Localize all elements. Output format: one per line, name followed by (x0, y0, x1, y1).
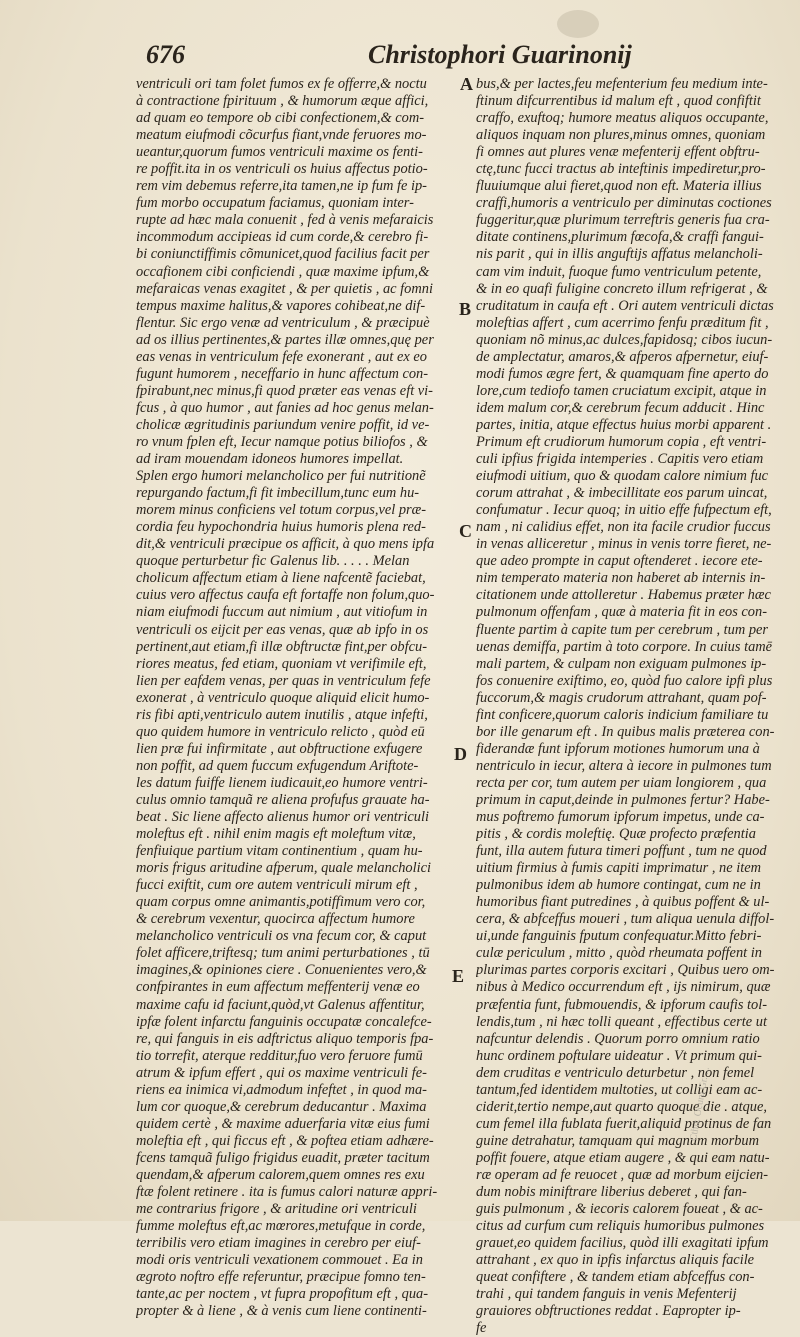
left-column-text-line: moleftus eft . nihil enim magis eft moleftum vitæ, (136, 826, 416, 843)
right-column-text-line: fi omnes aut plures venæ mefenterij effent obftru- (476, 144, 760, 161)
left-text-column (136, 76, 456, 1320)
ink-smudge (557, 10, 599, 38)
left-column-text-line: rupte ad hæc mala conuenit , fed à venis mefaraicis (136, 212, 434, 229)
left-column-text-line: propter & à liene , & à venis cum liene continenti- (136, 1303, 427, 1320)
right-column-text-line: uenas demiffa, partim à toto corpore. In cuius tamē (476, 638, 773, 655)
left-column-text-line: ro vnum fplen eft, Iecur namque potius biliofos , & (136, 433, 428, 450)
right-text-column (476, 76, 796, 1337)
library-stamp: Cthir. Ocuru Gr. ... (688, 1066, 712, 1142)
right-column-text-line: nis parit , qui in illis anguftijs affatus melancholi- (476, 246, 763, 263)
right-column-text-line: corum attrahat , & imbecillitate eos parum uincat, (476, 485, 768, 502)
left-column-text-line: riens ea inimica vi,admodum infeftet , in quod ma- (136, 1081, 427, 1098)
left-column-text-line: quo quidem humore in ventriculo relicto , quòd eū (136, 723, 425, 740)
left-column-text-line: beat . Sic liene affecto alienus humor ori ventriculi (136, 809, 429, 826)
left-column-text-line: lum cor quoque,& cerebrum deducantur . Maxima (136, 1098, 427, 1115)
left-column-text-line: melancholico ventriculi os vna fecum cor, & caput (136, 928, 427, 945)
right-column-text-line: bor ille genarum eft . In quibus malis præterea con- (476, 723, 775, 740)
left-column-text-line: tio torrefit, aterque redditur,fuo vero feruore fumū (136, 1047, 423, 1064)
right-column-text-line: poffit fouere, atque etiam augere , & qui eam natu- (476, 1149, 770, 1166)
right-column-text-line: in venas alliceretur , minus in venis torre fieret, ne- (476, 536, 772, 553)
left-column-text-line: moleftia eft , qui ficcus eft , & poftea etiam adhære- (136, 1132, 434, 1149)
left-column-text-line: fucci exiftit, cum ore autem ventriculi mirum eft , (136, 877, 418, 894)
right-column-text-line: culæ periculum , mitto , quòd rheumata poffent in (476, 945, 762, 962)
right-column-text-line: pulmonibus idem ab humore contingat, cum ne in (476, 877, 761, 894)
right-column-text-line: dem cruditas e ventriculo deturbetur , non femel (476, 1064, 755, 1081)
left-column-text-line: quendam,& afperum calorem,quem omnes res exu (136, 1167, 425, 1183)
left-column-text-line: atrum & ipfum effert , qui os maxime ventriculi fe- (136, 1064, 427, 1081)
left-column-text-line: fugunt humorem , neceffario in hunc affectum con- (136, 365, 429, 382)
right-column-text-line: pulmonum offenfam , quæ à materia fit in eos con- (476, 604, 767, 621)
right-column-text-line: idem malum cor,& cerebrum fecum adducit . Hinc (476, 399, 765, 416)
right-column-text-line: funt, illa autem futura timeri poffunt , tum ne quod (476, 843, 767, 860)
margin-marker-e: E (452, 966, 465, 986)
running-title: Christophori Guarinonij (368, 40, 632, 69)
left-column-text-line: dit,& ventriculi præcipue os afficit, à quo mens ipfa (136, 536, 435, 553)
right-column-text-line: guis pulmonum , & iecoris calorem foueat , & ac- (476, 1201, 763, 1218)
right-column-text-line: culi ipfius frigida intemperies . Capitis vero etiam (476, 451, 764, 468)
left-column-text-line: ad quam eo tempore ob cibi confectionem,& com- (136, 110, 425, 127)
left-column-text-line: mefaraicas venas exagitet , & per quietis , ac fomni (136, 280, 433, 297)
left-column-text-line: ad os illius pertinentes,& partes illæ omnes,quę per (136, 331, 434, 348)
right-column-text-line: pitis , & cordis moleftię. Quæ profecto præfentia (476, 826, 756, 843)
left-column-text-line: incommodum accipieas id cum corde,& cerebro fi- (136, 229, 429, 246)
right-column-text-line: quoniam nõ minus,ac dulces,fapidosq; cibos iucun- (476, 331, 773, 348)
right-column-text-line: uitium firmius à fumis capiti imprimatur , ne item (476, 860, 762, 877)
right-column-text-line: fiderandæ funt ipforum motiones humorum una à (476, 740, 760, 757)
right-column-text-line: guine detrahatur, tamquam qui magnum morbum (476, 1132, 760, 1149)
right-column-text-line: fos conuenire exiftimo, eo, quòd fuo calore ipfi plus (476, 672, 773, 689)
page-number: 676 (146, 40, 185, 69)
left-column-text-line: non poffit, ad quem fuccum exfugendum Ariftote- (136, 757, 419, 774)
left-column-text-line: ventriculi ori tam folet fumos ex fe offerre,& noctu (136, 76, 427, 92)
right-column-text-line: nafcuntur delendis . Quorum porro omnium ratio (476, 1030, 760, 1047)
right-column-text-line: moleftias affert , cum acerrimo fenfu præditum fit , (476, 314, 769, 331)
left-column-text-line: pertinent,aut etiam,fi illæ obftructæ fint,per obfcu- (136, 638, 427, 655)
left-column-text-line: ægroto noftro effe referuntur, præcipue fomno ten- (136, 1269, 426, 1286)
right-column-text-line: fuccorum,& magis crudorum attrahant, quam pof- (476, 689, 767, 706)
left-column-text-line: ad iram mouendam idoneos humores impellat. (136, 451, 404, 468)
margin-marker-a: A (460, 74, 473, 94)
left-column-text-line: cholicum affectum etiam à liene nafcentẽ faciebat, (136, 570, 426, 587)
right-column-text-line: modi fumos ægre fert, & quamquam fine aperto do (476, 365, 769, 382)
right-column-text-line: nim temperato materia non haberet ab internis in- (476, 570, 766, 587)
right-column-text-line: trahi , qui tandem fanguis in venis Mefenterij (476, 1286, 737, 1303)
left-column-text-line: culus omnio tamquã re aliena profufus grauate ha- (136, 791, 430, 808)
right-column-text-line: tantum,fed identidem multoties, ut colligi eam ac- (476, 1081, 763, 1098)
left-column-text-line: tante,ac per noctem , vt fupra propofitum eft , qua- (136, 1286, 429, 1303)
right-column-text-line: dum nobis miniftrare liberius deberet , qui fan- (476, 1184, 747, 1201)
right-column-text-line: plurimas partes corporis excitari , Quibus uero om- (476, 962, 775, 979)
left-column-text-line: ueantur,quorum fumos ventriculi maxime os fenti- (136, 144, 423, 161)
right-column-text-line: fluente partim à capite tum per cerebrum , tum per (476, 621, 769, 638)
right-column-text-line: confumatur . Iecur quoq; in uitio effe fufpectum eft, (476, 502, 772, 519)
right-column-text-line: humoribus fiant putredines , à quibus poffent & ul- (476, 894, 770, 911)
right-column-text-line: grauiores obftructiones reddat . Eapropter ip- (476, 1303, 741, 1320)
left-column-text-line: quoque perturbetur fic Galenus lib. . . . . Melan (136, 553, 410, 570)
right-column-text-line: ciderit,tertio nempe,aut quarto quoque die . atque, (476, 1098, 767, 1115)
right-column-text-line: ctę,tunc fucci tractus ab inteftinis impediretur,pro- (476, 161, 766, 178)
right-column-text-line: fe (476, 1320, 487, 1337)
right-column-text-line: ftinum difcurrentibus id malum eft , quod confiftit (476, 93, 761, 110)
right-column-text-line: hunc ordinem poftulare uideatur . Vt primum qui- (476, 1047, 762, 1064)
right-column-text-line: lendis,tum , ni hæc tolli queant , effectibus certe ut (476, 1013, 767, 1030)
left-column-text-line: maxime cafu id faciunt,quòd,vt Galenus affentitur, (136, 996, 425, 1013)
left-column-text-line: fumme moleftus eft,ac mœrores,metufque in corde, (136, 1218, 426, 1235)
right-column-text-line: queat confiftere , & tandem etiam abfceffus con- (476, 1269, 755, 1286)
left-column-text-line: lien præ fui infirmitate , aut obftructione exfugere (136, 740, 423, 757)
right-column-text-line: fuggeritur,quæ plurimum terreftris generis fua cra- (476, 212, 770, 229)
left-column-text-line: ftæ folent retinere . ita is fumus calori naturæ appri- (136, 1184, 438, 1201)
right-column-text-line: de amplectatur, amaros,& afperos afpernetur, eiuf- (476, 348, 769, 365)
left-column-text-line: repurgando factum,fi fit imbecillum,tunc eum hu- (136, 485, 420, 502)
left-column-text-line: & cerebrum vexentur, quocirca affectum humore (136, 911, 415, 928)
right-column-text-line: nam , ni calidius effet, non ita facile crudior fuccus (476, 519, 771, 536)
right-column-text-line: cum femel illa fublata fuerit,aliquid protinus de fan (476, 1115, 772, 1132)
left-column-text-line: rem vim debemus referre,ita tamen,ne ip fum fe ip- (136, 178, 427, 195)
right-column-text-line: citus ad curfum cum reliquis humoribus pulmones (476, 1218, 765, 1235)
right-column-text-line: fluuiumque alui fieret,quod non eft. Materia illius (476, 178, 762, 195)
left-column-text-line: occafionem cibi conficiendi , quæ maxime ipfum,& (136, 263, 430, 280)
left-column-text-line: moris frigus aritudine afperum, quale melancholici (136, 860, 431, 877)
left-column-text-line: confpirantes in eum affectum meffenterij venæ eo (136, 979, 420, 996)
right-column-text-line: citationem unde attolleretur . Habemus præter hæc (476, 587, 771, 604)
left-column-text-line: à contractione fpirituum , & humorum æque affici, (136, 93, 429, 110)
right-column-text-line: partes, initia, atque effectus huius morbi apparent . (476, 416, 772, 433)
right-column-text-line: ræ operam ad fe reuocet , quæ ad morbum eijcien- (476, 1167, 769, 1183)
left-column-text-line: fcens tamquã fuligo frigidus euadit, præter tacitum (136, 1149, 430, 1166)
right-column-text-line: ditate continens,plurimum fœcofa,& craffi fangui- (476, 229, 764, 246)
left-column-text-line: quam corpus omne animantis,potiffimum vero cor, (136, 894, 426, 911)
right-column-text-line: cera, & abfceffus moueri , tum aliqua uenula diffol- (476, 911, 775, 928)
left-column-text-line: lien per eafdem venas, per quas in ventriculum fefe (136, 672, 431, 689)
left-column-text-line: imagines,& opiniones ciere . Conuenientes vero,& (136, 962, 427, 979)
right-column-text-line: bus,& per lactes,feu mefenterium feu medium inte- (476, 76, 768, 92)
left-column-text-line: ipfæ folent infarctu fanguinis occupatæ concalefce- (136, 1013, 432, 1030)
left-column-text-line: les datum fuiffe lienem iudicauit,eo humore ventri- (136, 774, 428, 791)
right-column-text-line: nentriculo in iecur, altera à iecore in pulmones tum (476, 757, 772, 774)
left-column-text-line: ris fibi apti,ventriculo autem inutilis , atque infefti, (136, 706, 428, 723)
left-column-text-line: fcus , à quo humor , aut fanies ad hoc genus melan- (136, 399, 434, 416)
margin-marker-b: B (459, 299, 472, 319)
left-column-text-line: eas venas in ventriculum fefe exonerant , aut ex eo (136, 348, 427, 365)
left-column-text-line: morem minus conficiens vel totum corpus,vel præ- (136, 502, 427, 519)
left-column-text-line: fum morbo occupatum faciamus, quoniam inter- (136, 195, 414, 212)
right-column-text-line: eiufmodi uitium, quo & quodam calore nimium fuc (476, 468, 769, 485)
left-column-text-line: me contrarius frigore , & aritudine ori ventriculi (136, 1201, 417, 1218)
right-column-text-line: recta per cor, tum autem per uiam longiorem , qua (476, 774, 767, 791)
left-column-text-line: cholicæ ægritudinis pariundum venire poffit, id ve- (136, 416, 430, 433)
left-column-text-line: ventriculi os eijcit per eas venas, quæ ab ipfo in os (136, 621, 429, 638)
left-column-text-line: modi oris ventriculi vexationem commouet . Ea in (136, 1252, 423, 1269)
right-column-text-line: aliquos inquam non plures,minus omnes, quoniam (476, 127, 766, 144)
left-column-text-line: quidem certè , & maxime aduerfaria vitæ eius fumi (136, 1115, 430, 1132)
right-column-text-line: fint conficere,quorum caloris indicium familiare tu (476, 706, 769, 723)
right-column-text-line: ui,unde fanguinis fputum confequatur.Mitto febri- (476, 928, 762, 945)
right-column-text-line: primum in caput,deinde in pulmones fertur? Habe- (476, 791, 770, 808)
right-column-text-line: cruditatum in caufa eft . Ori autem ventriculi dictas (476, 297, 774, 314)
right-column-text-line: mus poftremo fumorum ipforum impetus, unde ca- (476, 809, 765, 826)
right-column-text-line: præfentia funt, fubmouendis, & ipforum caufis tol- (476, 996, 768, 1013)
left-column-text-line: terribilis vero etiam imagines in cerebro per eiuf- (136, 1235, 421, 1252)
left-column-text-line: meatum eiufmodi cõcurfus fiant,vnde feruores mo- (136, 127, 427, 144)
margin-marker-c: C (459, 521, 472, 541)
left-column-text-line: folet afficere,triftesq; tum animi perturbationes , tū (136, 945, 430, 962)
left-column-text-line: cuius vero affectus caufa eft fortaffe non folum,quo- (136, 587, 435, 604)
right-column-text-line: craffo, exuftoq; humore meatus aliquos occupante, (476, 110, 769, 127)
left-column-text-line: fenfiuique partium vitam continentium , quam hu- (136, 843, 423, 860)
right-column-text-line: lore,cum tediofo tamen cruciatum excipit, atque in (476, 382, 767, 399)
right-column-text-line: nibus à Medico occurrendum eft , ijs nimirum, quæ (476, 979, 771, 996)
right-column-text-line: attrahant , ex quo in ipfis infarctus aliquis facile (476, 1252, 755, 1269)
right-column-text-line: Primum eft crudiorum humorum copia , eft ventri- (476, 433, 767, 450)
right-column-text-line: craffi,humoris a ventriculo per diminutas coctiones (476, 195, 772, 212)
left-column-text-line: re poffit.ita in os ventriculi os huius affectus potio- (136, 161, 428, 178)
left-column-text-line: fpirabunt,nec minus,fi quod præter eas venas eft vi- (136, 382, 433, 399)
right-column-text-line: cam vim induit, fuoque fumo ventriculum petente, (476, 263, 762, 280)
left-column-text-line: tempus maxime halitus,& vapores cohibeat,ne dif- (136, 297, 426, 314)
left-column-text-line: Splen ergo humori melancholico per fui nutritionẽ (136, 468, 426, 485)
left-column-text-line: bi coniunctiffimis cõmunicet,quod facilius facit per (136, 246, 430, 263)
left-column-text-line: cordia feu hypochondria huius humoris plena red- (136, 519, 426, 536)
left-column-text-line: riores meatus, fed etiam, quoniam vt verifimile eft, (136, 655, 427, 672)
left-column-text-line: re, qui fanguis in eis adftrictus aliquo temporis fpa- (136, 1030, 434, 1047)
left-column-text-line: exonerat , à ventriculo quoque aliquid elicit humo- (136, 689, 430, 706)
left-column-text-line: niam eiufmodi fuccum aut nimium , aut vitiofum in (136, 604, 428, 621)
left-column-text-line: flentur. Sic ergo venæ ad ventriculum , & præcipuè (136, 314, 430, 331)
right-column-text-line: & in eo quafi fuligine concreto illum refrigerat , & (476, 280, 768, 297)
right-column-text-line: grauet,eo quidem facilius, quòd illi exagitati ipfum (476, 1235, 769, 1252)
margin-marker-d: D (454, 744, 467, 764)
right-column-text-line: mali partem, & culpam non exiguam pulmones ip- (476, 655, 767, 672)
right-column-text-line: que adeo prompte in caput oftenderet . iecore ete- (476, 553, 763, 570)
